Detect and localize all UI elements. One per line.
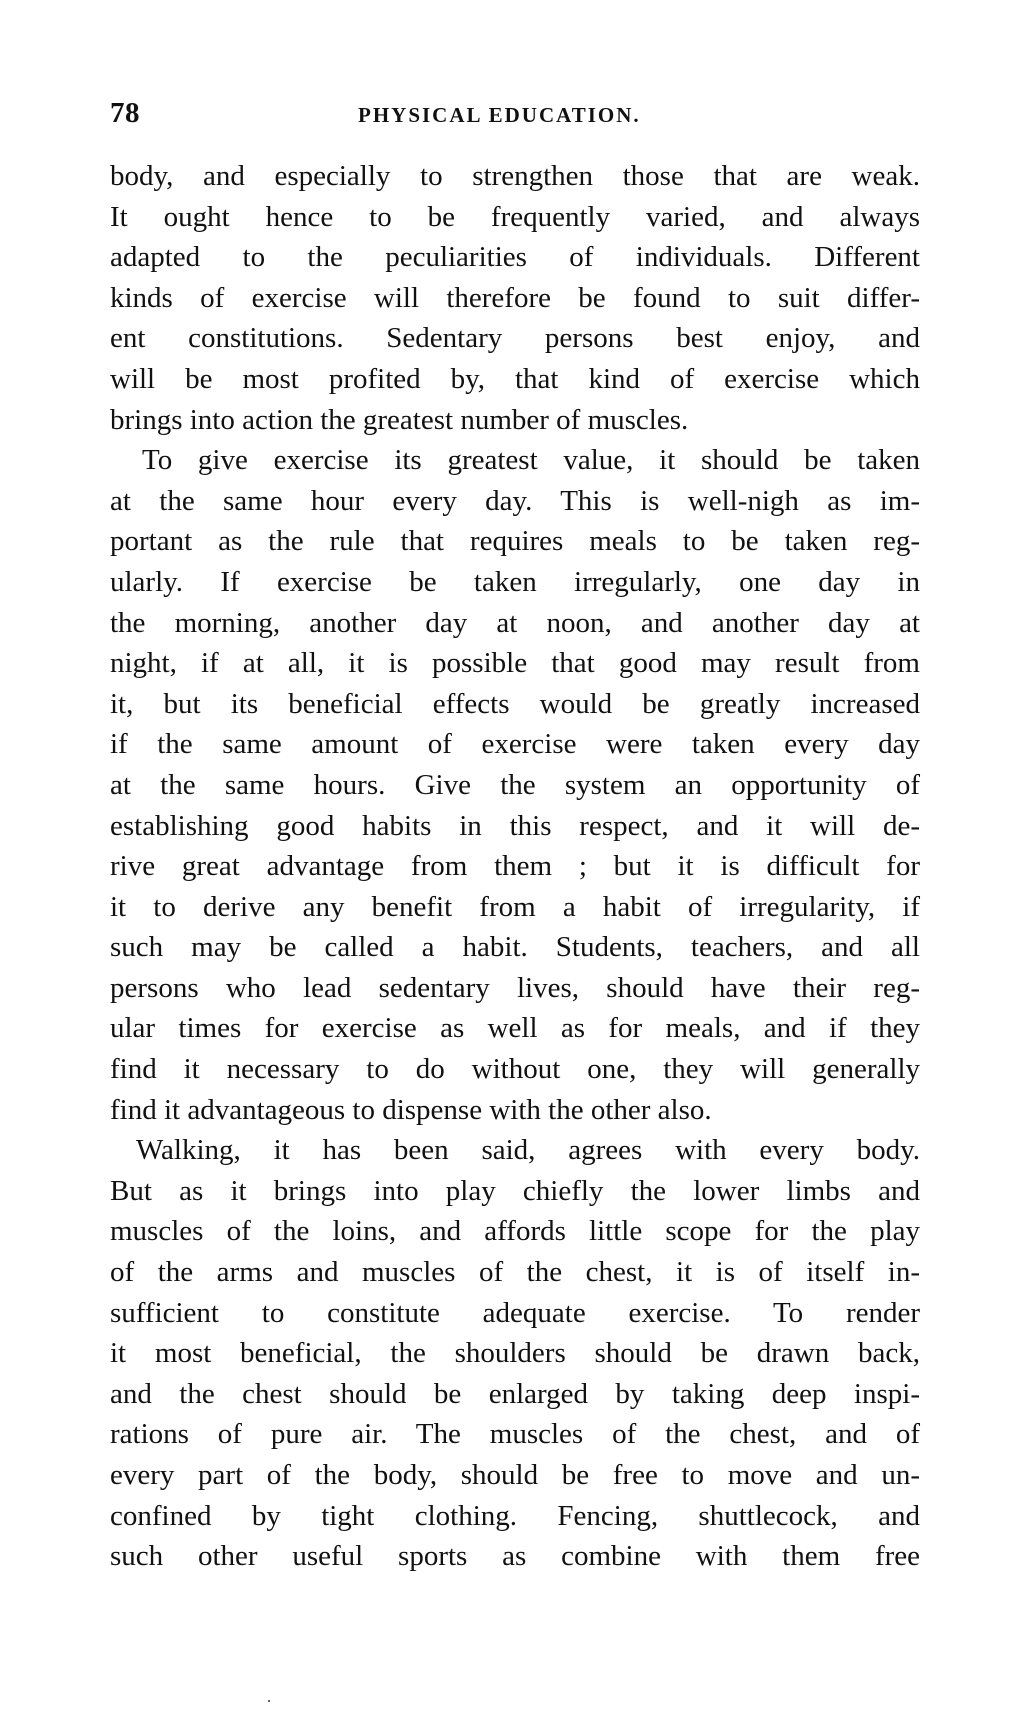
text-line: the morning, another day at noon, and another day at [110, 606, 920, 639]
text-line: such other useful sports as combine with them free [110, 1540, 920, 1573]
text-line: But as it brings into play chiefly the lower limbs and [110, 1174, 920, 1207]
text-line: muscles of the loins, and affords little scope for the play [110, 1215, 920, 1248]
text-line: find it necessary to do without one, they will generally [110, 1053, 920, 1086]
text-line: ent constitutions. Sedentary persons best enjoy, and [110, 322, 920, 355]
text-line: rations of pure air. The muscles of the chest, and of [110, 1418, 920, 1451]
text-line: portant as the rule that requires meals to be taken reg- [110, 525, 920, 558]
text-line: ularly. If exercise be taken irregularly, one day in [110, 565, 920, 598]
text-line: night, if at all, it is possible that good may result from [110, 647, 920, 680]
text-line: it to derive any benefit from a habit of irregularity, if [110, 890, 920, 923]
text-line: adapted to the peculiarities of individuals. Different [110, 241, 920, 274]
running-title: PHYSICAL EDUCATION. [358, 103, 641, 127]
text-line: body, and especially to strengthen those that are weak. [110, 160, 920, 192]
page-header [110, 97, 920, 137]
text-line: it, but its beneficial effects would be greatly increased [110, 687, 920, 720]
text-line: To give exercise its greatest value, it should be taken [142, 444, 920, 477]
text-line: kinds of exercise will therefore be found to suit differ- [110, 281, 920, 314]
text-line: ular times for exercise as well as for meals, and if they [110, 1012, 920, 1045]
paper-speck [268, 1700, 270, 1702]
text-line: will be most profited by, that kind of exercise which [110, 362, 920, 395]
text-line: of the arms and muscles of the chest, it is of itself in- [110, 1256, 920, 1289]
text-line: find it advantageous to dispense with the other also. [110, 1093, 712, 1126]
page-number: 78 [110, 97, 140, 129]
text-line: confined by tight clothing. Fencing, shuttlecock, and [110, 1499, 920, 1532]
text-line: persons who lead sedentary lives, should have their reg- [110, 971, 920, 1004]
text-line: if the same amount of exercise were taken every day [110, 728, 920, 761]
text-line: rive great advantage from them ; but it is difficult for [110, 850, 920, 883]
text-line: every part of the body, should be free to move and un- [110, 1459, 920, 1491]
text-line: It ought hence to be frequently varied, and always [110, 200, 920, 233]
text-line: it most beneficial, the shoulders should be drawn back, [110, 1337, 920, 1370]
text-line: establishing good habits in this respect, and it will de- [110, 809, 920, 842]
text-line: Walking, it has been said, agrees with every body. [136, 1134, 920, 1167]
text-line: brings into action the greatest number of muscles. [110, 403, 689, 436]
text-line: sufficient to constitute adequate exercise. To render [110, 1296, 920, 1329]
body-text [110, 156, 920, 1577]
text-line: such may be called a habit. Students, teachers, and all [110, 931, 920, 964]
text-line: at the same hour every day. This is well-nigh as im- [110, 484, 920, 517]
text-line: at the same hours. Give the system an opportunity of [110, 768, 920, 801]
text-line: and the chest should be enlarged by taking deep inspi- [110, 1377, 920, 1410]
